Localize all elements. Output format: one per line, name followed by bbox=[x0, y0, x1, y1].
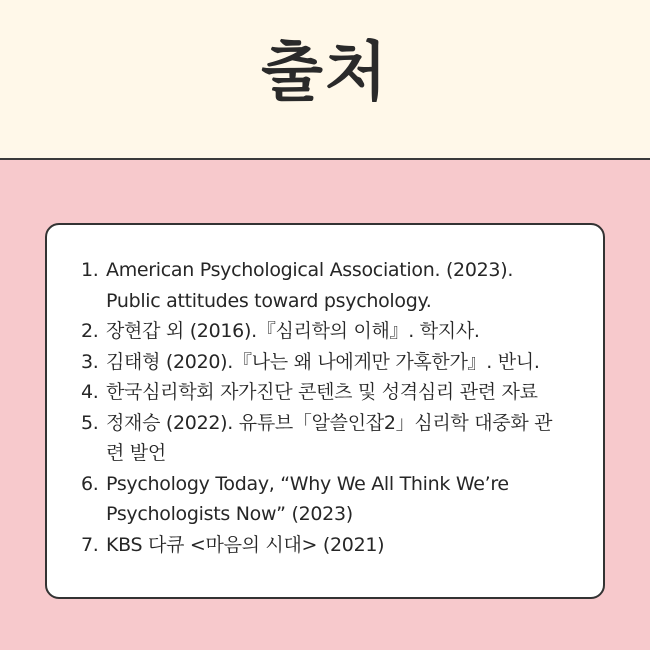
reference-item bbox=[81, 469, 581, 530]
reference-text: American Psychological Association. (2023). Public attitudes toward psychology. bbox=[106, 259, 514, 312]
page-title: 출처 bbox=[261, 36, 389, 110]
reference-item bbox=[81, 408, 581, 469]
reference-number: 3. bbox=[81, 350, 99, 373]
reference-text: 한국심리학회 자가진단 콘텐츠 및 성격심리 관련 자료 bbox=[106, 381, 538, 403]
reference-number: 7. bbox=[81, 533, 99, 556]
reference-number: 2. bbox=[81, 320, 99, 342]
reference-item bbox=[81, 347, 581, 378]
reference-number: 1. bbox=[81, 259, 99, 281]
reference-number: 6. bbox=[81, 472, 99, 495]
reference-item bbox=[81, 255, 581, 316]
references-card bbox=[45, 223, 605, 599]
reference-number: 4. bbox=[81, 381, 99, 403]
reference-text: 정재승 (2022). 유튜브「알쓸인잡2」심리학 대중화 관 련 발언 bbox=[106, 411, 553, 464]
reference-text: Psychology Today, “Why We All Think We’re Psychologists Now” (2023) bbox=[106, 472, 509, 525]
reference-item bbox=[81, 530, 581, 561]
reference-item bbox=[81, 316, 581, 347]
reference-text: 김태형 (2020).『나는 왜 나에게만 가혹한가』. 반니. bbox=[106, 350, 540, 373]
reference-text: KBS 다큐 <마음의 시대> (2021) bbox=[106, 533, 385, 556]
reference-number: 5. bbox=[81, 411, 99, 434]
reference-list bbox=[81, 255, 581, 560]
header-banner bbox=[0, 0, 650, 160]
reference-item bbox=[81, 377, 581, 408]
reference-text: 장현갑 외 (2016).『심리학의 이해』. 학지사. bbox=[106, 320, 480, 342]
